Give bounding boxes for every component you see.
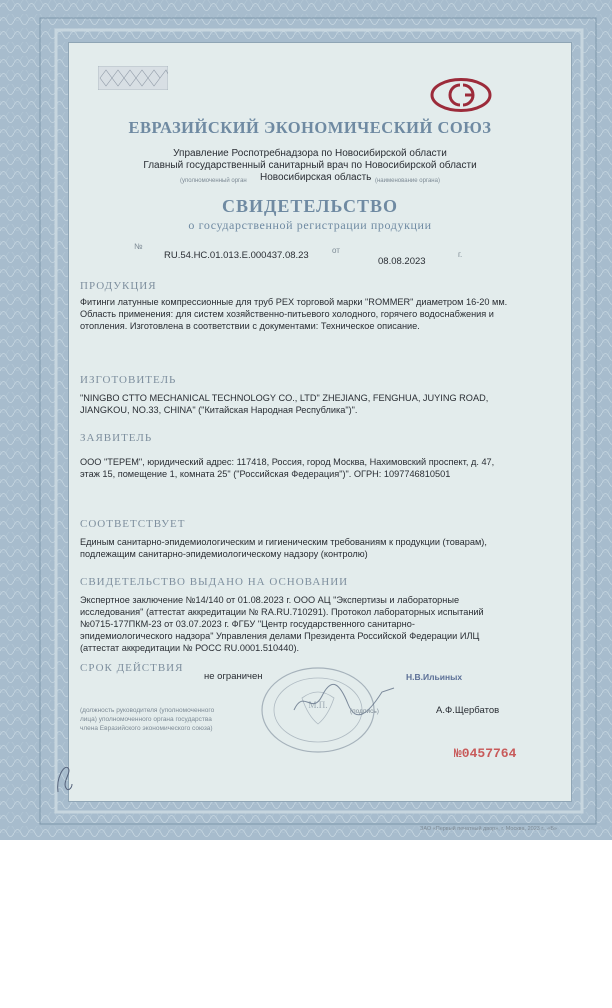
validity-value: не ограничен xyxy=(204,671,263,682)
signature-caption: (подпись) xyxy=(350,708,379,715)
authority-line-2: Главный государственный санитарный врач по Новосибирской области xyxy=(143,160,477,171)
basis-heading: СВИДЕТЕЛЬСТВО ВЫДАНО НА ОСНОВАНИИ xyxy=(80,576,349,588)
seal-center-text: М.П. xyxy=(308,700,328,710)
position-caption-line: члена Евразийского экономического союза) xyxy=(80,725,213,732)
serial-number: №0457764 xyxy=(454,746,517,761)
authority-caption-left: (уполномоченный орган xyxy=(180,178,247,184)
manufacturer-line: "NINGBO CTTO MECHANICAL TECHNOLOGY CO., LTD" ZHEJIANG, FENGHUA, JUYING ROAD, xyxy=(80,393,489,403)
product-heading: ПРОДУКЦИЯ xyxy=(80,280,157,292)
applicant-text xyxy=(80,456,550,480)
issuing-authority xyxy=(120,148,500,184)
basis-line: Экспертное заключение №14/140 от 01.08.2023 г. ООО АЦ "Экспертизы и лабораторные xyxy=(80,595,460,605)
basis-line: исследования" (аттестат аккредитации № RA.RU.710291). Протокол лабораторных испытаний xyxy=(80,607,484,617)
certificate-subtitle: о государственной регистрации продукции xyxy=(188,218,432,232)
product-line: Область применения: для систем хозяйственно-питьевого холодного, горячего водоснабжения и xyxy=(80,309,494,319)
position-caption-line: (должность руководителя (уполномоченного xyxy=(80,707,215,714)
signature-scribble xyxy=(290,680,400,720)
authority-line-1: Управление Роспотребнадзора по Новосибирской области xyxy=(173,148,447,159)
manufacturer-line: JIANGKOU, NO.33, CHINA" ("Китайская Народная Республика")". xyxy=(80,405,358,415)
basis-text xyxy=(80,594,550,654)
manufacturer-text xyxy=(80,392,550,416)
signer-name: А.Ф.Щербатов xyxy=(436,705,500,716)
se-mark-logo xyxy=(430,78,492,112)
basis-line: (аттестат аккредитации № РОСС RU.0001.510440). xyxy=(80,643,300,653)
applicant-heading: ЗАЯВИТЕЛЬ xyxy=(80,432,153,444)
applicant-line: ООО "ТЕРЕМ", юридический адрес: 117418, Россия, город Москва, Нахимовский проспект, д. 47, xyxy=(80,457,495,467)
manufacturer-heading: ИЗГОТОВИТЕЛЬ xyxy=(80,374,177,386)
number-label: № xyxy=(134,242,143,251)
authority-line-3-row xyxy=(120,172,500,184)
union-title: ЕВРАЗИЙСКИЙ ЭКОНОМИЧЕСКИЙ СОЮЗ xyxy=(128,118,492,137)
registration-date: 08.08.2023 xyxy=(378,256,426,267)
signature-position-caption xyxy=(80,706,214,733)
compliance-text xyxy=(80,536,550,560)
initials-flourish xyxy=(54,758,76,798)
compliance-line: Единым санитарно-эпидемиологическим и гигиеническим требованиям к продукции (товарам), xyxy=(80,537,487,547)
printer-footer-note: ЗАО «Первый печатный двор», г. Москва, 2023 г., «Б» xyxy=(420,826,557,832)
position-caption-line: лица) уполномоченного органа государства xyxy=(80,716,212,723)
product-line: отопления. Изготовлена в соответствии с документами: Техническое описание. xyxy=(80,321,420,331)
signer-stamp: Н.В.Ильиных xyxy=(406,672,463,682)
basis-line: эпидемиологического надзора" Управления делами Президента Российской Федерации ИЛЦ xyxy=(80,631,480,641)
compliance-line: подлежащим санитарно-эпидемиологическому надзору (контролю) xyxy=(80,549,368,559)
hologram-sticker xyxy=(98,66,168,90)
authority-line-3: Новосибирская область xyxy=(260,172,372,183)
validity-heading: СРОК ДЕЙСТВИЯ xyxy=(80,662,184,674)
product-text xyxy=(80,296,555,332)
date-label: от xyxy=(332,246,340,255)
compliance-heading: СООТВЕТСТВУЕТ xyxy=(80,518,186,530)
authority-caption-right: (наименование органа) xyxy=(375,178,440,184)
product-line: Фитинги латунные компрессионные для труб РЕХ торговой марки "ROMMER" диаметром 16-20 мм. xyxy=(80,297,508,307)
certificate-title: СВИДЕТЕЛЬСТВО xyxy=(221,196,399,216)
basis-line: №0715-177ПКМ-23 от 03.07.2023 г. ФГБУ "Центр государственного санитарно- xyxy=(80,619,415,629)
applicant-line: этаж 15, помещение 1, комната 25" ("Российская Федерация")". ОГРН: 1097746810501 xyxy=(80,469,451,479)
registration-number: RU.54.НС.01.013.Е.000437.08.23 xyxy=(164,250,309,261)
year-suffix: г. xyxy=(458,250,463,259)
